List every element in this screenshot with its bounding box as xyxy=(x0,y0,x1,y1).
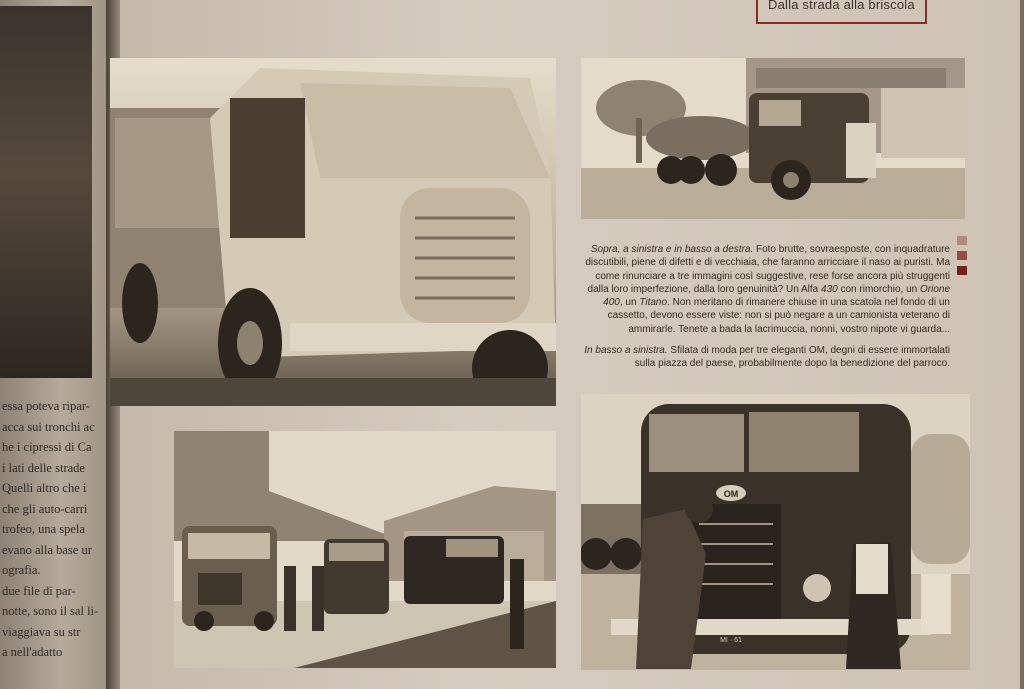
left-page-text xyxy=(2,396,110,663)
left-text-line: Quelli altro che i xyxy=(2,481,87,495)
photo-alfa-trailer xyxy=(581,58,965,219)
om-badge: OM xyxy=(723,489,739,499)
caption-paragraph-1 xyxy=(582,243,950,336)
page-header-title: Dalla strada alla briscola xyxy=(768,0,915,12)
caption-model: 430 xyxy=(821,283,838,295)
page-header xyxy=(756,0,927,24)
swatch xyxy=(957,266,967,275)
photo-truck-cab xyxy=(110,58,556,406)
caption-text: . Non meritano di rimanere chiuse in una scatola nel fondo di un cassetto, devono essere viste: non si può negare a un camionista veterano di ammirarle. Tenete a bada la lacrimuccia, nonni, vostro nipote vi guarda... xyxy=(607,297,950,335)
left-text-line: due file di par- xyxy=(2,583,76,598)
left-text-line: acca sui tronchi ac xyxy=(2,419,95,434)
left-text-line: trofeo, una spela xyxy=(2,522,85,536)
photo-caption xyxy=(582,243,950,379)
left-text-line: viaggiava su str xyxy=(2,624,81,639)
left-page xyxy=(0,0,112,689)
caption-model: Orione 400 xyxy=(603,283,950,309)
license-plate: MI · 61 xyxy=(720,637,742,644)
caption-lead-2: In basso a sinistra. xyxy=(584,345,668,357)
photo-three-om-trucks xyxy=(174,431,556,668)
left-text-line: che gli auto-carri xyxy=(2,501,88,516)
left-text-line: notte, sono il sal li- xyxy=(2,604,99,618)
color-swatches xyxy=(957,236,967,281)
caption-lead-1: Sopra, a sinistra e in basso a destra. xyxy=(590,244,754,255)
left-text-line: i lati delle strade xyxy=(2,460,85,475)
swatch xyxy=(957,251,967,260)
photo-titano-truck xyxy=(581,394,970,670)
caption-paragraph-2 xyxy=(582,344,950,371)
left-text-line: he i cipressi di Ca xyxy=(2,440,92,454)
swatch xyxy=(957,236,967,245)
caption-model: Titano xyxy=(639,297,668,309)
left-text-line: a nell'adatto xyxy=(2,645,63,659)
caption-text: , un xyxy=(619,297,640,309)
left-text-line: evano alla base ur xyxy=(2,542,92,557)
left-page-photo xyxy=(0,6,92,378)
caption-text: Foto brutte, sovraesposte, con inquadrature discutibili, piene di difetti e di vecchiaia, che faranno arricciare il naso ai puristi. Ma come rinunciare a tre immagini così suggestive, rese forse ancora più struggenti dalla loro imperfezione, dalla loro genuinità? Un Alfa xyxy=(585,244,950,295)
caption-text: con rimorchio, un xyxy=(837,283,920,295)
caption-text: Sfilata di moda per tre eleganti OM, degni di essere immortalati sulla piazza del paese, probabilmente dopo la benedizione del parroco. xyxy=(634,345,950,370)
left-text-line: ografia. xyxy=(2,563,41,577)
left-text-line: essa poteva ripar- xyxy=(2,399,90,413)
